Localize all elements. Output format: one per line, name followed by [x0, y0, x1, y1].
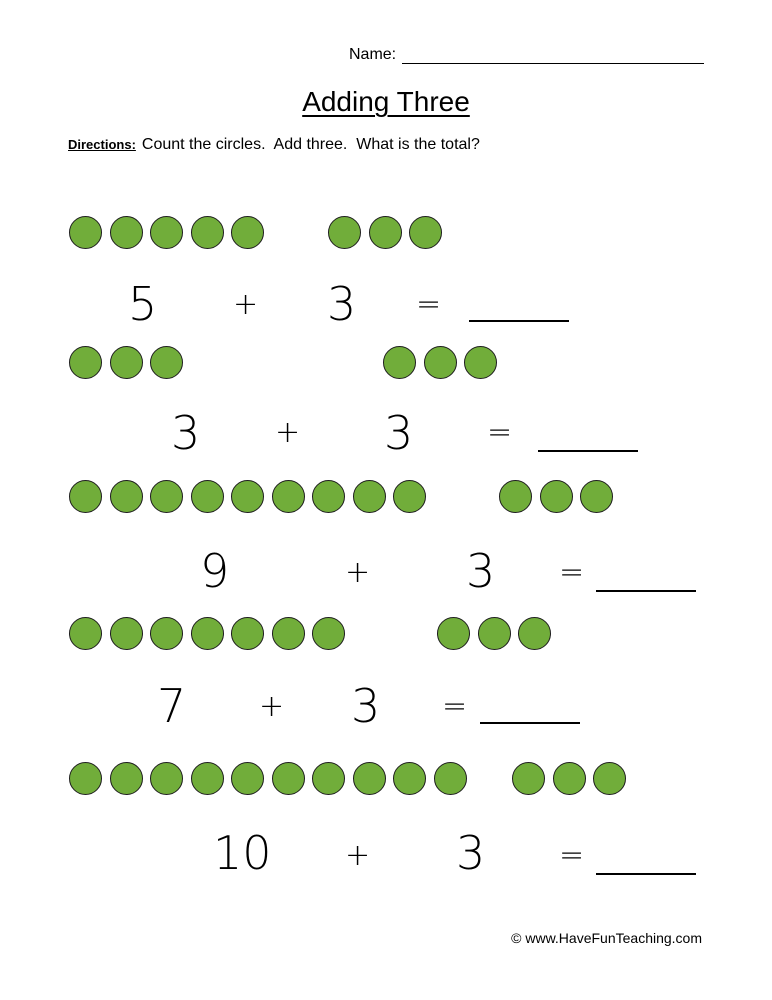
counting-circle [69, 762, 102, 795]
counting-circle [191, 480, 224, 513]
counting-circle [312, 480, 345, 513]
counting-circle [110, 762, 143, 795]
first-addend: 5 [128, 277, 158, 331]
second-addend: 3 [327, 277, 357, 331]
first-addend: 9 [200, 544, 230, 598]
counting-circle [110, 480, 143, 513]
counting-circle [383, 346, 416, 379]
directions [68, 136, 480, 154]
second-addend: 3 [384, 406, 414, 460]
counting-circle [393, 480, 426, 513]
counting-circle [272, 617, 305, 650]
counting-circle [110, 617, 143, 650]
second-addend: 3 [351, 679, 381, 733]
counting-circle [369, 216, 402, 249]
counting-circle [353, 480, 386, 513]
name-label: Name: [349, 46, 397, 63]
counting-circle [312, 762, 345, 795]
counting-circle [437, 617, 470, 650]
counting-circle [540, 480, 573, 513]
counting-circle [191, 216, 224, 249]
counting-circle [191, 762, 224, 795]
counting-circle [150, 762, 183, 795]
counting-circle [434, 762, 467, 795]
counting-circle [69, 346, 102, 379]
counting-circle [150, 346, 183, 379]
counting-circle [512, 762, 545, 795]
counting-circle [464, 346, 497, 379]
equals-sign: = [559, 838, 585, 873]
counting-circle [553, 762, 586, 795]
counting-circle [231, 762, 264, 795]
counting-circle [593, 762, 626, 795]
counting-circle [312, 617, 345, 650]
copyright-footer: © www.HaveFunTeaching.com [511, 930, 702, 946]
answer-blank[interactable] [480, 722, 580, 724]
first-addend: 7 [157, 679, 187, 733]
plus-sign: + [233, 287, 259, 322]
counting-circle [191, 617, 224, 650]
answer-blank[interactable] [469, 320, 569, 322]
counting-circle [518, 617, 551, 650]
counting-circle [328, 216, 361, 249]
equals-sign: = [487, 415, 513, 450]
name-field-line[interactable] [402, 63, 704, 64]
counting-circle [69, 480, 102, 513]
equals-sign: = [416, 287, 442, 322]
counting-circle [150, 216, 183, 249]
counting-circle [231, 617, 264, 650]
equals-sign: = [559, 555, 585, 590]
plus-sign: + [275, 415, 301, 450]
counting-circle [580, 480, 613, 513]
counting-circle [150, 480, 183, 513]
counting-circle [231, 480, 264, 513]
counting-circle [272, 762, 305, 795]
counting-circle [393, 762, 426, 795]
answer-blank[interactable] [596, 873, 696, 875]
directions-text: Count the circles. Add three. What is the total? [141, 136, 480, 153]
directions-label: Directions: [68, 137, 136, 152]
counting-circle [69, 216, 102, 249]
second-addend: 3 [466, 544, 496, 598]
counting-circle [110, 216, 143, 249]
plus-sign: + [345, 555, 371, 590]
answer-blank[interactable] [596, 590, 696, 592]
first-addend: 3 [171, 406, 201, 460]
counting-circle [478, 617, 511, 650]
first-addend: 10 [213, 826, 272, 880]
counting-circle [231, 216, 264, 249]
counting-circle [424, 346, 457, 379]
counting-circle [409, 216, 442, 249]
counting-circle [150, 617, 183, 650]
equals-sign: = [442, 689, 468, 724]
counting-circle [110, 346, 143, 379]
counting-circle [499, 480, 532, 513]
counting-circle [272, 480, 305, 513]
plus-sign: + [259, 689, 285, 724]
counting-circle [353, 762, 386, 795]
second-addend: 3 [456, 826, 486, 880]
counting-circle [69, 617, 102, 650]
answer-blank[interactable] [538, 450, 638, 452]
plus-sign: + [345, 838, 371, 873]
worksheet-title: Adding Three [302, 86, 470, 117]
